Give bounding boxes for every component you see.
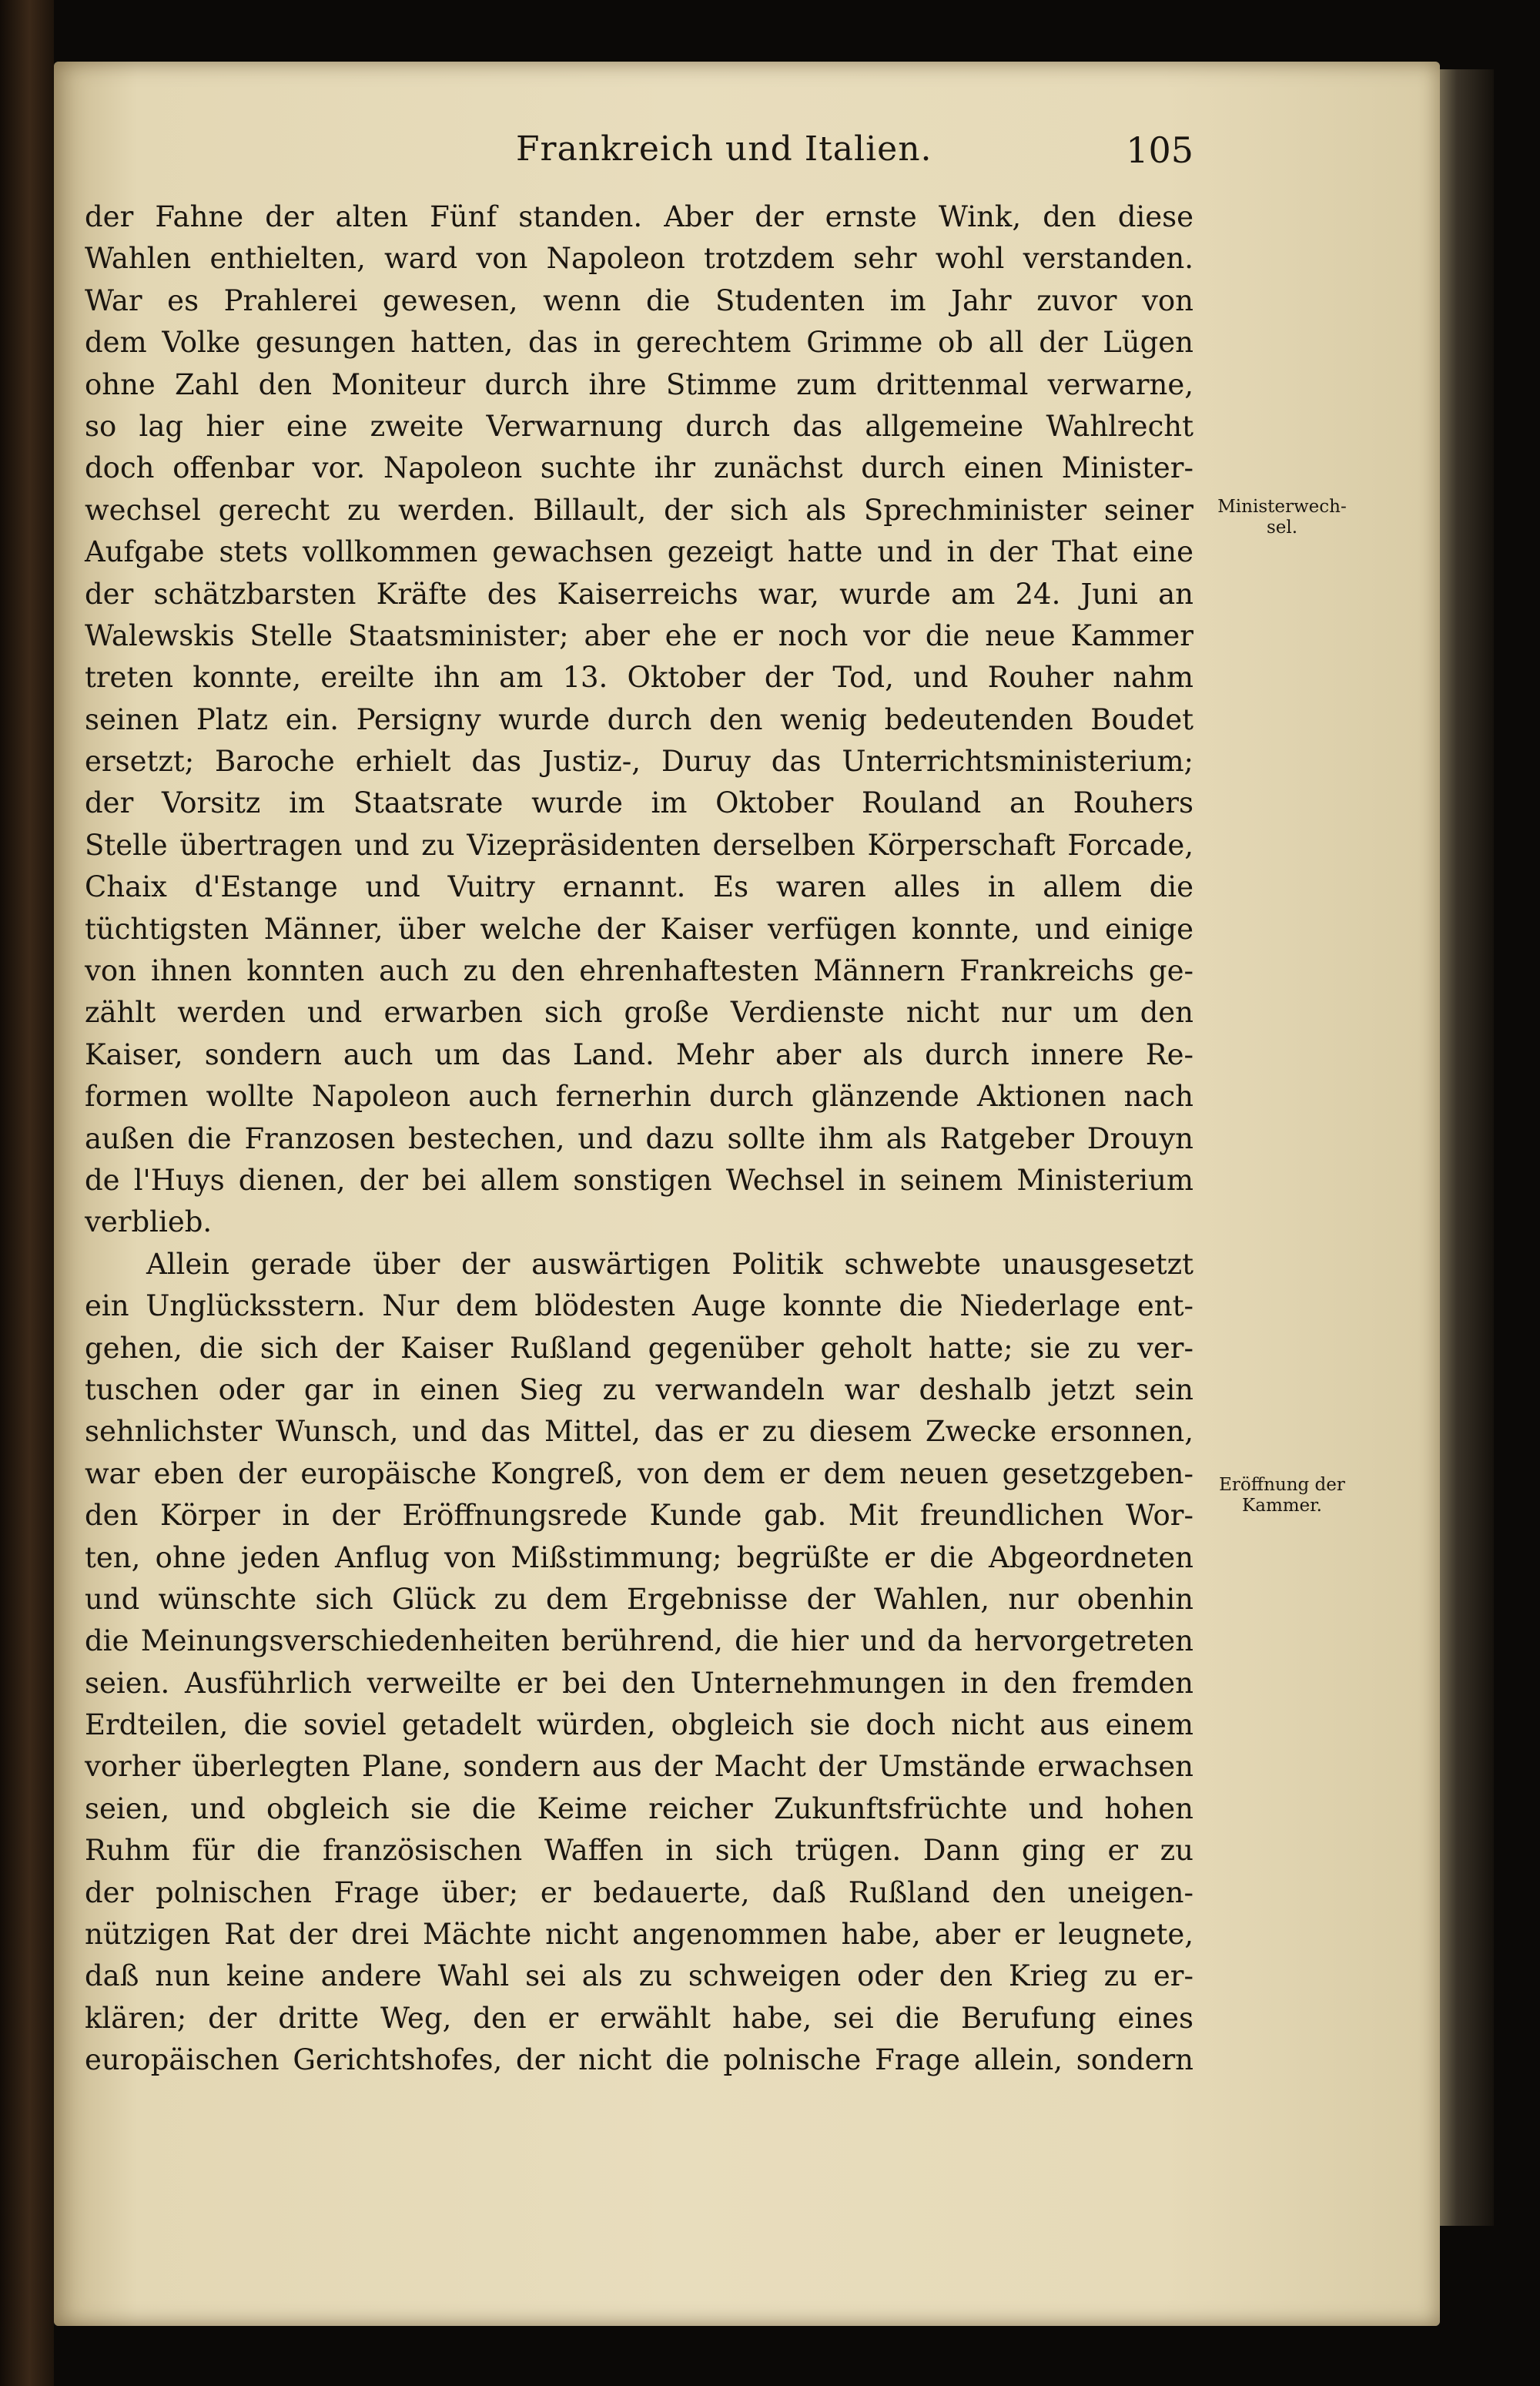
text-line: doch offenbar vor. Napoleon suchte ihr zunächst durch einen Minister- <box>85 451 1194 485</box>
text-line: sehnlichster Wunsch, und das Mittel, das er zu diesem Zwecke ersonnen, <box>85 1415 1194 1449</box>
text-line: zählt werden und erwarben sich große Verdienste nicht nur um den <box>85 996 1194 1030</box>
page-header <box>85 129 1194 183</box>
text-line: Ruhm für die französischen Waffen in sich trügen. Dann ging er zu <box>85 1834 1194 1868</box>
text-line: seien. Ausführlich verweilte er bei den Unternehmungen in den fremden <box>85 1666 1194 1700</box>
text-line: gehen, die sich der Kaiser Rußland gegenüber geholt hatte; sie zu ver- <box>85 1331 1194 1365</box>
text-line: seinen Platz ein. Persigny wurde durch den wenig bedeutenden Boudet <box>85 702 1194 736</box>
text-line: tuschen oder gar in einen Sieg zu verwandeln war deshalb jetzt sein <box>85 1372 1194 1406</box>
text-line: Kaiser, sondern auch um das Land. Mehr aber als durch innere Re- <box>85 1037 1194 1071</box>
text-line: der polnischen Frage über; er bedauerte, daß Rußland den uneigen- <box>85 1875 1194 1909</box>
text-line: der Fahne der alten Fünf standen. Aber der ernste Wink, den diese <box>85 200 1194 233</box>
text-line: verblieb. <box>85 1205 213 1239</box>
text-line: tüchtigsten Männer, über welche der Kaiser verfügen konnte, und einige <box>85 912 1194 946</box>
text-line: die Meinungsverschiedenheiten berührend, die hier und da hervorgetreten <box>85 1624 1194 1658</box>
text-line: ersetzt; Baroche erhielt das Justiz-, Duruy das Unterrichtsministerium; <box>85 745 1194 779</box>
text-line: Chaix d'Estange und Vuitry ernannt. Es waren alles in allem die <box>85 870 1194 904</box>
text-line: so lag hier eine zweite Verwarnung durch das allgemeine Wahlrecht <box>85 409 1194 443</box>
text-line: Aufgabe stets vollkommen gewachsen gezeigt hatte und in der That eine <box>85 535 1194 569</box>
book-spine <box>0 0 54 2386</box>
text-line: Wahlen enthielten, ward von Napoleon trotzdem sehr wohl verstanden. <box>85 242 1194 276</box>
text-line: klären; der dritte Weg, den er erwählt habe, sei die Berufung eines <box>85 2001 1194 2035</box>
text-line: treten konnte, ereilte ihn am 13. Oktober der Tod, und Rouher nahm <box>85 661 1194 695</box>
body-text <box>85 196 1194 2082</box>
text-line: ten, ohne jeden Anflug von Mißstimmung; begrüßte er die Abgeordneten <box>85 1540 1194 1574</box>
margin-note-line: sel. <box>1266 518 1298 538</box>
text-line: daß nun keine andere Wahl sei als zu schweigen oder den Krieg zu er- <box>85 1959 1194 1993</box>
text-line: der schätzbarsten Kräfte des Kaiserreichs war, wurde am 24. Juni an <box>85 577 1194 611</box>
margin-note-line: Kammer. <box>1242 1496 1322 1516</box>
text-line: außen die Franzosen bestechen, und dazu sollte ihm als Ratgeber Drouyn <box>85 1121 1194 1155</box>
text-line: dem Volke gesungen hatten, das in gerechtem Grimme ob all der Lügen <box>85 326 1194 360</box>
text-line: den Körper in der Eröffnungsrede Kunde gab. Mit freundlichen Wor- <box>85 1499 1194 1533</box>
text-line: und wünschte sich Glück zu dem Ergebnisse der Wahlen, nur obenhin <box>85 1582 1194 1616</box>
text-line: nützigen Rat der drei Mächte nicht angenommen habe, aber er leugnete, <box>85 1918 1194 1952</box>
text-line: ohne Zahl den Moniteur durch ihre Stimme zum drittenmal verwarne, <box>85 367 1194 401</box>
page-edge-shadow <box>1432 69 1494 2226</box>
text-line: europäischen Gerichtshofes, der nicht die polnische Frage allein, sondern <box>85 2043 1194 2077</box>
text-line: seien, und obgleich sie die Keime reicher Zukunftsfrüchte und hohen <box>85 1791 1194 1825</box>
text-line: wechsel gerecht zu werden. Billault, der sich als Sprechminister seiner <box>85 493 1194 527</box>
margin-note-eroeffnung <box>1213 1475 1351 1516</box>
text-line: vorher überlegten Plane, sondern aus der Macht der Umstände erwachsen <box>85 1750 1194 1784</box>
running-title: Frankreich und Italien. <box>516 129 932 169</box>
text-line: der Vorsitz im Staatsrate wurde im Oktober Rouland an Rouhers <box>85 786 1194 820</box>
text-line: Erdteilen, die soviel getadelt würden, obgleich sie doch nicht aus einem <box>85 1708 1194 1742</box>
margin-note-line: Ministerwech- <box>1217 497 1347 517</box>
text-line: war eben der europäische Kongreß, von dem er dem neuen gesetzgeben- <box>85 1456 1194 1490</box>
text-line: War es Prahlerei gewesen, wenn die Studenten im Jahr zuvor von <box>85 283 1194 317</box>
margin-note-line: Eröffnung der <box>1219 1475 1345 1495</box>
text-line: formen wollte Napoleon auch fernerhin durch glänzende Aktionen nach <box>85 1080 1194 1114</box>
text-line: Stelle übertragen und zu Vizepräsidenten derselben Körperschaft Forcade, <box>85 828 1194 862</box>
text-line: Walewskis Stelle Staatsminister; aber ehe er noch vor die neue Kammer <box>85 618 1194 652</box>
text-line: de l'Huys dienen, der bei allem sonstigen Wechsel in seinem Ministerium <box>85 1163 1194 1197</box>
text-line: Allein gerade über der auswärtigen Politik schwebte unausgesetzt <box>146 1247 1194 1281</box>
page-number: 105 <box>1126 129 1194 171</box>
margin-note-ministerwechsel <box>1213 497 1351 538</box>
text-line: von ihnen konnten auch zu den ehrenhaftesten Männern Frankreichs ge- <box>85 954 1194 988</box>
text-line: ein Unglücksstern. Nur dem blödesten Auge konnte die Niederlage ent- <box>85 1289 1194 1323</box>
